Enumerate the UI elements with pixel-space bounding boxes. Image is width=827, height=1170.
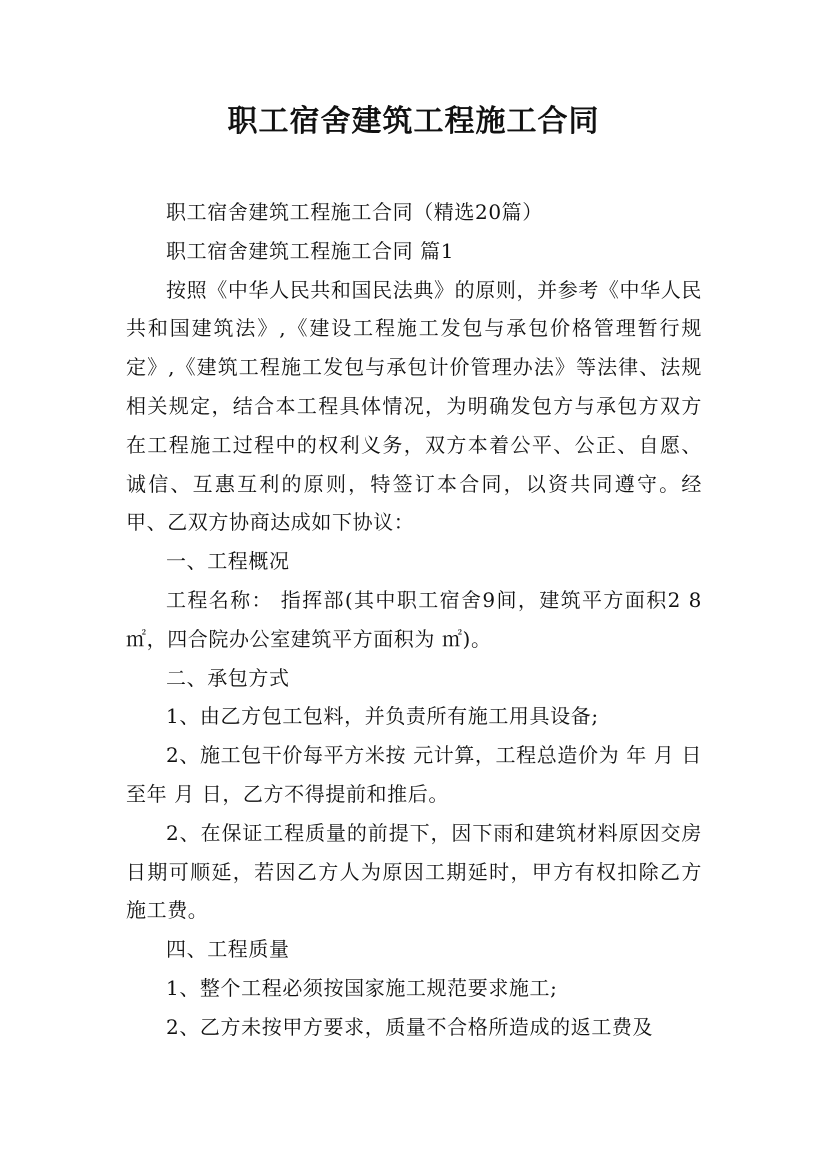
paragraph-item: 2、在保证工程质量的前提下，因下雨和建筑材料原因交房日期可顺延，若因乙方人为原因工期延时，甲方有权扣除乙方施工费。 [126, 820, 702, 923]
paragraph-item: 2、乙方未按甲方要求，质量不合格所造成的返工费及 [166, 1014, 654, 1039]
paragraph-item: 2、施工包干价每平方米按 元计算，工程总造价为 年 月 日至年 月 日，乙方不得提前和推后。 [126, 743, 702, 806]
paragraph-heading-contract-mode: 二、承包方式 [166, 665, 290, 690]
paragraph-heading-overview: 一、工程概况 [166, 549, 290, 574]
paragraph-item: 1、整个工程必须按国家施工规范要求施工; [166, 975, 558, 1000]
paragraph-section-heading: 职工宿舍建筑工程施工合同 篇1 [166, 238, 455, 263]
paragraph-subtitle: 职工宿舍建筑工程施工合同（精选20篇） [166, 200, 543, 224]
paragraph-preamble: 按照《中华人民共和国民法典》的原则，并参考《中华人民共和国建筑法》,《建设工程施工发包与承包价格管理暂行规定》,《建筑工程施工发包与承包计价管理办法》等法律、法规相关规定，结合本工程具体情况，为明确发包方与承包方双方在工程施工过程中的权利义务，双方本着公平、公正、自愿、诚信、互惠互利的原则，特签订本合同，以资共同遵守。经甲、乙双方协商达成如下协议： [126, 277, 702, 535]
paragraph-project-name: 工程名称： 指挥部(其中职工宿舍9间，建筑平方面积2 8㎡，四合院办公室建筑平方面积为 ㎡)。 [126, 587, 702, 651]
document-body [126, 193, 702, 1047]
paragraph-heading-quality: 四、工程质量 [166, 937, 290, 962]
paragraph-item: 1、由乙方包工包料，并负责所有施工用具设备; [166, 704, 599, 729]
document-title: 职工宿舍建筑工程施工合同 [227, 104, 600, 139]
